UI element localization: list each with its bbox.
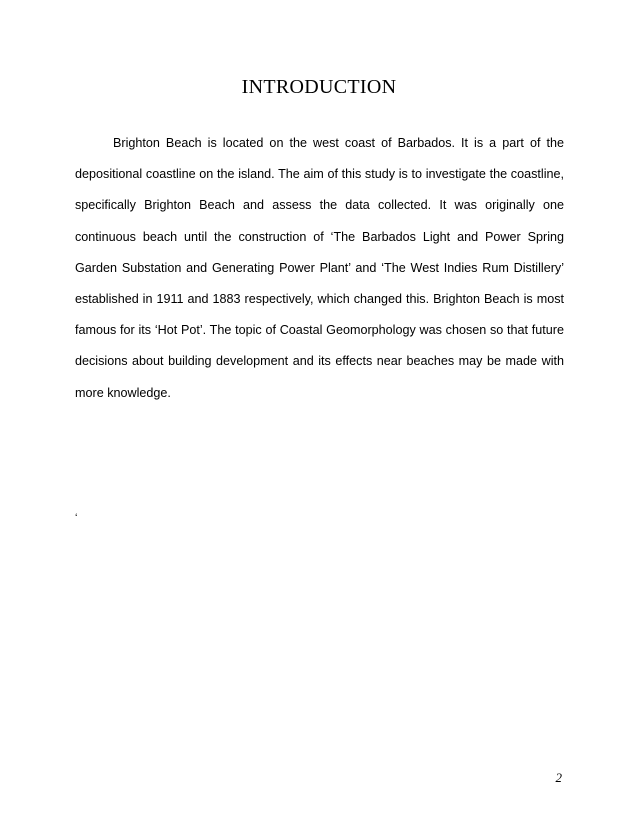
introduction-paragraph: Brighton Beach is located on the west coast of Barbados. It is a part of the depositional coastline on the island. The aim of this study is to investigate the coastline, specifically Brighton Beach and assess the data collected. It was originally one continuous beach until the construction of ‘The Barbados Light and Power Spring Garden Substation and Generating Power Plant’ and ‘The West Indies Rum Distillery’ established in 1911 and 1883 respectively, which changed this. Brighton Beach is most famous for its ‘Hot Pot’. The topic of Coastal Geomorphology was chosen so that future decisions about building development and its effects near beaches may be made with more knowledge. xyxy=(75,136,564,400)
page-title: INTRODUCTION xyxy=(241,76,397,98)
page-number: 2 xyxy=(555,770,562,785)
stray-quote-mark: ‘ xyxy=(75,512,78,524)
